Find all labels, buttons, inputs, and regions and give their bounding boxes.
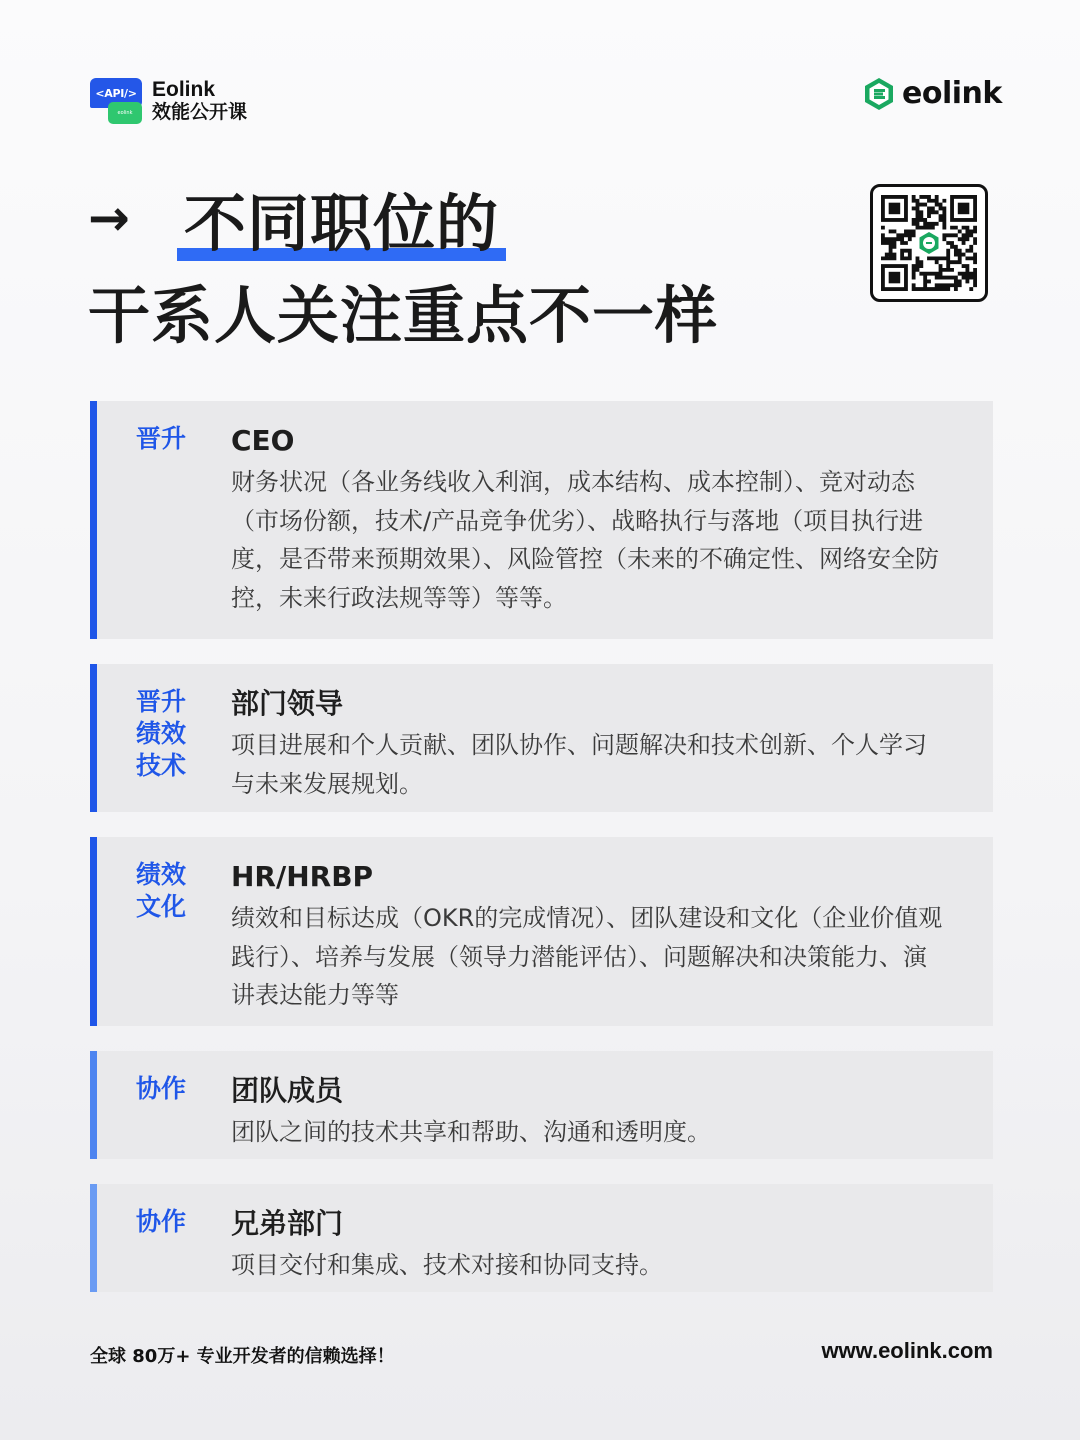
tag-label: 晋升 [136,687,187,716]
card-tags [136,1206,216,1238]
role-title: 兄弟部门 [231,1207,344,1240]
api-logo-icon [90,76,144,126]
role-description: 财务状况（各业务线收入利润，成本结构、成本控制）、竞对动态（市场份额，技术/产品竞争优劣）、战略执行与落地（项目执行进度，是否带来预期效果）、风险管控（未来的不确定性、网络安全防控，未来行政法规等等）等等。 [231,468,939,612]
card-tags [136,686,216,782]
card-ceo [90,401,993,639]
card-tags [136,423,216,455]
card-team-member [90,1051,993,1159]
tag-label: 协作 [136,1207,187,1236]
role-description: 项目进展和个人贡献、团队协作、问题解决和技术创新、个人学习与未来发展规划。 [231,731,927,798]
tag-label: 晋升 [136,424,187,453]
brand-name: Eolink [152,78,216,102]
title-highlight [180,174,503,263]
role-description: 项目交付和集成、技术对接和协同支持。 [231,1251,663,1279]
tag-label: 文化 [136,892,187,921]
eolink-logo[interactable] [862,76,1002,111]
tag-label: 协作 [136,1074,187,1103]
card-tags [136,1073,216,1105]
card-sibling-dept [90,1184,993,1292]
footer-website-link[interactable]: www.eolink.com [821,1338,993,1363]
card-tags [136,859,216,923]
arrow-icon: → [88,189,130,247]
qr-code-icon[interactable] [870,184,988,302]
brand-logo[interactable] [90,76,247,126]
role-title: 团队成员 [231,1074,344,1107]
title-line-1: 不同职位的 [184,186,500,260]
role-title: HR/HRBP [231,860,374,893]
logo-badge-sub: eolink [108,102,142,124]
eolink-e-icon [862,77,896,111]
role-description: 团队之间的技术共享和帮助、沟通和透明度。 [231,1118,711,1146]
qr-code-pattern [881,195,977,291]
tag-label: 技术 [136,751,187,780]
tag-label: 绩效 [136,719,187,748]
tag-label: 绩效 [136,860,187,889]
logo-badge: <API/> [90,78,142,108]
footer-tagline: 全球 80万+ 专业开发者的信赖选择！ [90,1346,395,1367]
role-description: 绩效和目标达成（OKR的完成情况）、团队建设和文化（企业价值观践行）、培养与发展（领导力潜能评估）、问题解决和决策能力、演讲表达能力等等 [231,904,943,1009]
title-line-2: 干系人关注重点不一样 [88,279,719,352]
role-title: CEO [231,424,295,457]
role-title: 部门领导 [231,687,344,720]
page-title [88,180,718,355]
card-hr [90,837,993,1026]
eolink-wordmark: eolink [902,76,1002,111]
brand-subtitle: 效能公开课 [152,101,248,124]
card-dept-lead [90,664,993,812]
